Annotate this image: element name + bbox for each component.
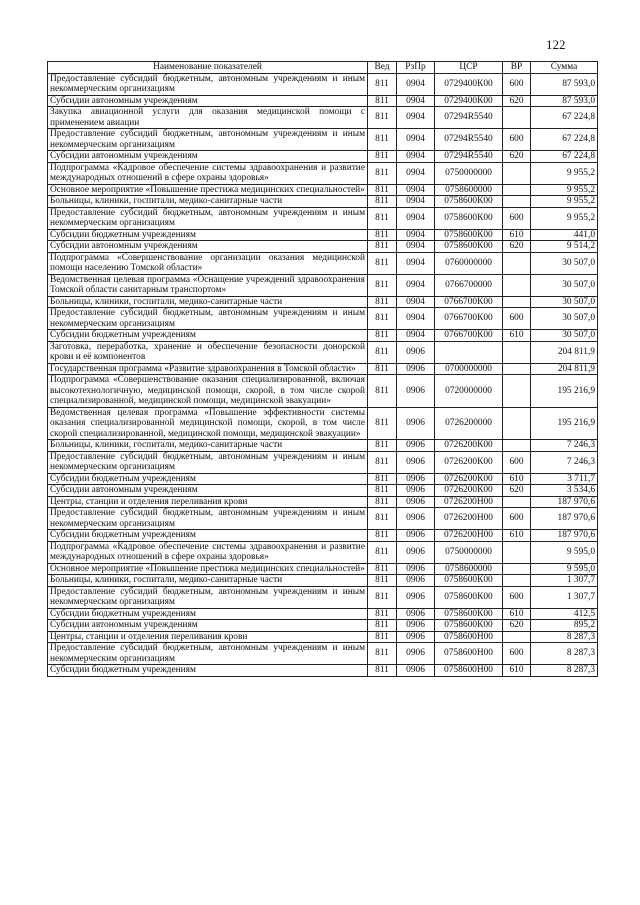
cell-ved: 811: [368, 485, 397, 497]
cell-ved: 811: [368, 330, 397, 342]
cell-vr: [503, 184, 531, 196]
table-row: [48, 586, 598, 608]
cell-ved: 811: [368, 451, 397, 473]
cell-sum: 204 811,9: [531, 341, 598, 363]
table-row: [48, 308, 598, 330]
cell-sum: 30 507,0: [531, 308, 598, 330]
cell-name: Основное мероприятие «Повышение престижа медицинских специальностей»: [48, 184, 368, 196]
cell-sum: 412,5: [531, 608, 598, 620]
header-sum: Сумма: [531, 62, 598, 74]
cell-name: Основное мероприятие «Повышение престижа медицинских специальностей»: [48, 563, 368, 575]
cell-sum: 87 593,0: [531, 95, 598, 107]
cell-ved: 811: [368, 620, 397, 632]
cell-sum: 87 593,0: [531, 73, 598, 95]
cell-sum: 3 711,7: [531, 473, 598, 485]
table-row: [48, 665, 598, 677]
cell-sum: 441,0: [531, 229, 598, 241]
cell-ved: 811: [368, 252, 397, 274]
cell-vr: [503, 196, 531, 208]
cell-sum: 9 955,2: [531, 196, 598, 208]
cell-vr: [503, 496, 531, 508]
cell-csr: 0700000000: [435, 363, 503, 375]
cell-csr: 0758600Н00: [435, 665, 503, 677]
cell-vr: 610: [503, 473, 531, 485]
table-row: [48, 252, 598, 274]
cell-csr: 0760000000: [435, 252, 503, 274]
cell-csr: 0758600К00: [435, 207, 503, 229]
cell-csr: 0726200К00: [435, 440, 503, 452]
cell-name: Подпрограмма «Кадровое обеспечение системы здравоохранения и развитие международных отношений в сфере охраны здоровья»: [48, 541, 368, 563]
cell-csr: [435, 341, 503, 363]
cell-sum: 9 955,2: [531, 162, 598, 184]
cell-name: Предоставление субсидий бюджетным, автономным учреждениям и иным некоммерческим организациям: [48, 129, 368, 151]
cell-sum: 7 246,3: [531, 440, 598, 452]
cell-sum: 195 216,9: [531, 407, 598, 440]
cell-csr: 0758600Н00: [435, 643, 503, 665]
cell-csr: 0758600К00: [435, 608, 503, 620]
cell-rzpr: 0904: [397, 274, 435, 296]
cell-rzpr: 0904: [397, 73, 435, 95]
cell-ved: 811: [368, 296, 397, 308]
header-csr: ЦСР: [435, 62, 503, 74]
cell-sum: 30 507,0: [531, 330, 598, 342]
cell-sum: 9 955,2: [531, 207, 598, 229]
cell-ved: 811: [368, 184, 397, 196]
cell-vr: 600: [503, 308, 531, 330]
cell-name: Субсидии автономным учреждениям: [48, 241, 368, 253]
table-row: [48, 207, 598, 229]
cell-csr: 07294R5540: [435, 151, 503, 163]
cell-rzpr: 0904: [397, 162, 435, 184]
cell-ved: 811: [368, 563, 397, 575]
cell-vr: [503, 541, 531, 563]
cell-name: Субсидии автономным учреждениям: [48, 485, 368, 497]
cell-rzpr: 0906: [397, 407, 435, 440]
cell-sum: 1 307,7: [531, 586, 598, 608]
cell-name: Больницы, клиники, госпитали, медико-санитарные части: [48, 575, 368, 587]
cell-rzpr: 0904: [397, 296, 435, 308]
cell-csr: 0766700К00: [435, 308, 503, 330]
cell-rzpr: 0906: [397, 631, 435, 643]
table-row: [48, 631, 598, 643]
cell-ved: 811: [368, 95, 397, 107]
table-row: [48, 508, 598, 530]
cell-csr: 0758600К00: [435, 586, 503, 608]
cell-name: Субсидии автономным учреждениям: [48, 151, 368, 163]
cell-ved: 811: [368, 274, 397, 296]
cell-name: Больницы, клиники, госпитали, медико-санитарные части: [48, 196, 368, 208]
cell-vr: [503, 252, 531, 274]
table-row: [48, 451, 598, 473]
cell-vr: 620: [503, 95, 531, 107]
header-name: Наименование показателей: [48, 62, 368, 74]
cell-name: Предоставление субсидий бюджетным, автономным учреждениям и иным некоммерческим организациям: [48, 308, 368, 330]
table-row: [48, 241, 598, 253]
cell-vr: 620: [503, 241, 531, 253]
table-row: [48, 541, 598, 563]
cell-name: Предоставление субсидий бюджетным, автономным учреждениям и иным некоммерческим организациям: [48, 207, 368, 229]
cell-name: Центры, станции и отделения переливания крови: [48, 631, 368, 643]
cell-rzpr: 0904: [397, 330, 435, 342]
cell-sum: 9 595,0: [531, 563, 598, 575]
cell-ved: 811: [368, 129, 397, 151]
cell-rzpr: 0906: [397, 496, 435, 508]
cell-name: Субсидии бюджетным учреждениям: [48, 330, 368, 342]
cell-sum: 8 287,3: [531, 665, 598, 677]
cell-rzpr: 0906: [397, 508, 435, 530]
cell-vr: [503, 631, 531, 643]
cell-name: Субсидии автономным учреждениям: [48, 95, 368, 107]
cell-csr: 0720000000: [435, 375, 503, 408]
cell-sum: 895,2: [531, 620, 598, 632]
cell-sum: 187 970,6: [531, 530, 598, 542]
cell-rzpr: 0906: [397, 563, 435, 575]
cell-vr: 600: [503, 73, 531, 95]
cell-rzpr: 0906: [397, 375, 435, 408]
cell-rzpr: 0904: [397, 252, 435, 274]
cell-name: Предоставление субсидий бюджетным, автономным учреждениям и иным некоммерческим организациям: [48, 643, 368, 665]
cell-csr: 07294R5540: [435, 129, 503, 151]
cell-name: Подпрограмма «Кадровое обеспечение системы здравоохранения и развитие международных отношений в сфере охраны здоровья»: [48, 162, 368, 184]
cell-ved: 811: [368, 473, 397, 485]
cell-ved: 811: [368, 541, 397, 563]
table-row: [48, 496, 598, 508]
cell-csr: 0758600К00: [435, 241, 503, 253]
cell-rzpr: 0904: [397, 308, 435, 330]
cell-csr: 0758600000: [435, 563, 503, 575]
cell-ved: 811: [368, 73, 397, 95]
cell-vr: [503, 407, 531, 440]
table-row: [48, 184, 598, 196]
table-row: [48, 407, 598, 440]
cell-vr: 600: [503, 129, 531, 151]
cell-rzpr: 0904: [397, 129, 435, 151]
cell-csr: 0758600К00: [435, 575, 503, 587]
cell-csr: 0726200К00: [435, 473, 503, 485]
table-body: [48, 73, 598, 676]
cell-ved: 811: [368, 643, 397, 665]
cell-sum: 9 514,2: [531, 241, 598, 253]
table-row: [48, 575, 598, 587]
cell-vr: 620: [503, 151, 531, 163]
cell-sum: 195 216,9: [531, 375, 598, 408]
table-row: [48, 296, 598, 308]
cell-sum: 30 507,0: [531, 252, 598, 274]
cell-ved: 811: [368, 241, 397, 253]
cell-name: Подпрограмма «Совершенствование организации оказания медицинской помощи населению Томской области»: [48, 252, 368, 274]
cell-ved: 811: [368, 530, 397, 542]
cell-sum: 30 507,0: [531, 274, 598, 296]
table-row: [48, 129, 598, 151]
cell-vr: [503, 341, 531, 363]
cell-sum: 9 595,0: [531, 541, 598, 563]
table-row: [48, 196, 598, 208]
cell-ved: 811: [368, 151, 397, 163]
cell-name: Субсидии бюджетным учреждениям: [48, 608, 368, 620]
cell-rzpr: 0906: [397, 643, 435, 665]
cell-sum: 67 224,8: [531, 151, 598, 163]
table-row: [48, 363, 598, 375]
cell-vr: 610: [503, 330, 531, 342]
cell-sum: 8 287,3: [531, 643, 598, 665]
cell-sum: 7 246,3: [531, 451, 598, 473]
cell-ved: 811: [368, 207, 397, 229]
table-row: [48, 73, 598, 95]
cell-csr: 0766700К00: [435, 296, 503, 308]
cell-sum: 187 970,6: [531, 508, 598, 530]
cell-rzpr: 0906: [397, 530, 435, 542]
cell-vr: [503, 375, 531, 408]
cell-name: Ведомственная целевая программа «Повышение эффективности системы оказания специализированной медицинской помощи, скорой, в том числе скорой специализированной, медицинской помощи, медицинской эвакуации»: [48, 407, 368, 440]
cell-vr: [503, 107, 531, 129]
cell-ved: 811: [368, 608, 397, 620]
cell-rzpr: 0906: [397, 608, 435, 620]
cell-ved: 811: [368, 308, 397, 330]
cell-sum: 187 970,6: [531, 496, 598, 508]
cell-name: Подпрограмма «Совершенствование оказания специализированной, включая высокотехнологичную, медицинской помощи, скорой, в том числе скорой специализированной, медицинской помощи, медицинской эвакуации»: [48, 375, 368, 408]
cell-ved: 811: [368, 341, 397, 363]
cell-name: Больницы, клиники, госпитали, медико-санитарные части: [48, 440, 368, 452]
cell-csr: 0726200К00: [435, 485, 503, 497]
cell-vr: 620: [503, 485, 531, 497]
cell-ved: 811: [368, 575, 397, 587]
table-row: [48, 563, 598, 575]
cell-rzpr: 0904: [397, 151, 435, 163]
cell-vr: 600: [503, 451, 531, 473]
table-row: [48, 229, 598, 241]
header-ved: Вед: [368, 62, 397, 74]
cell-vr: [503, 274, 531, 296]
cell-rzpr: 0906: [397, 440, 435, 452]
cell-sum: 30 507,0: [531, 296, 598, 308]
cell-name: Центры, станции и отделения переливания крови: [48, 496, 368, 508]
cell-rzpr: 0904: [397, 184, 435, 196]
cell-csr: 0726200Н00: [435, 496, 503, 508]
cell-vr: 620: [503, 620, 531, 632]
cell-sum: 204 811,9: [531, 363, 598, 375]
cell-vr: 610: [503, 608, 531, 620]
cell-vr: 610: [503, 229, 531, 241]
cell-name: Ведомственная целевая программа «Оснащение учреждений здравоохранения Томской области санитарным транспортом»: [48, 274, 368, 296]
cell-csr: 0758600Н00: [435, 631, 503, 643]
cell-vr: 610: [503, 530, 531, 542]
cell-rzpr: 0904: [397, 229, 435, 241]
cell-name: Заготовка, переработка, хранение и обеспечение безопасности донорской крови и её компонентов: [48, 341, 368, 363]
table-row: [48, 151, 598, 163]
cell-rzpr: 0906: [397, 575, 435, 587]
table-row: [48, 330, 598, 342]
cell-vr: [503, 575, 531, 587]
cell-vr: [503, 296, 531, 308]
cell-sum: 8 287,3: [531, 631, 598, 643]
cell-csr: 0758600К00: [435, 229, 503, 241]
cell-ved: 811: [368, 508, 397, 530]
cell-sum: 9 955,2: [531, 184, 598, 196]
table-row: [48, 162, 598, 184]
cell-name: Субсидии бюджетным учреждениям: [48, 530, 368, 542]
cell-rzpr: 0904: [397, 95, 435, 107]
cell-ved: 811: [368, 631, 397, 643]
table-row: [48, 530, 598, 542]
cell-rzpr: 0904: [397, 107, 435, 129]
cell-sum: 1 307,7: [531, 575, 598, 587]
table-row: [48, 95, 598, 107]
cell-ved: 811: [368, 496, 397, 508]
cell-csr: 0766700000: [435, 274, 503, 296]
cell-rzpr: 0906: [397, 586, 435, 608]
cell-vr: 600: [503, 586, 531, 608]
table-row: [48, 107, 598, 129]
cell-name: Больницы, клиники, госпитали, медико-санитарные части: [48, 296, 368, 308]
table-row: [48, 473, 598, 485]
cell-ved: 811: [368, 162, 397, 184]
cell-rzpr: 0906: [397, 473, 435, 485]
table-row: [48, 274, 598, 296]
cell-name: Государственная программа «Развитие здравоохранения в Томской области»: [48, 363, 368, 375]
cell-vr: 600: [503, 643, 531, 665]
cell-ved: 811: [368, 229, 397, 241]
cell-csr: 0758600К00: [435, 196, 503, 208]
cell-sum: 67 224,8: [531, 129, 598, 151]
cell-rzpr: 0904: [397, 207, 435, 229]
table-row: [48, 620, 598, 632]
cell-rzpr: 0904: [397, 241, 435, 253]
cell-name: Субсидии бюджетным учреждениям: [48, 229, 368, 241]
cell-ved: 811: [368, 407, 397, 440]
cell-rzpr: 0906: [397, 541, 435, 563]
cell-sum: 67 224,8: [531, 107, 598, 129]
cell-name: Предоставление субсидий бюджетным, автономным учреждениям и иным некоммерческим организациям: [48, 451, 368, 473]
cell-name: Предоставление субсидий бюджетным, автономным учреждениям и иным некоммерческим организациям: [48, 508, 368, 530]
cell-ved: 811: [368, 586, 397, 608]
cell-csr: 0726200Н00: [435, 508, 503, 530]
cell-name: Закупка авиационной услуги для оказания медицинской помощи с применением авиации: [48, 107, 368, 129]
cell-ved: 811: [368, 196, 397, 208]
table-row: [48, 485, 598, 497]
cell-ved: 811: [368, 375, 397, 408]
cell-csr: 0750000000: [435, 541, 503, 563]
cell-csr: 0729400К00: [435, 73, 503, 95]
cell-ved: 811: [368, 440, 397, 452]
cell-rzpr: 0906: [397, 485, 435, 497]
cell-csr: 0758600000: [435, 184, 503, 196]
cell-rzpr: 0906: [397, 451, 435, 473]
cell-name: Субсидии автономным учреждениям: [48, 620, 368, 632]
cell-rzpr: 0906: [397, 665, 435, 677]
cell-csr: 0726200Н00: [435, 530, 503, 542]
table-row: [48, 643, 598, 665]
cell-sum: 3 534,6: [531, 485, 598, 497]
cell-vr: 600: [503, 508, 531, 530]
cell-ved: 811: [368, 665, 397, 677]
cell-rzpr: 0906: [397, 620, 435, 632]
cell-vr: [503, 440, 531, 452]
cell-name: Предоставление субсидий бюджетным, автономным учреждениям и иным некоммерческим организациям: [48, 586, 368, 608]
cell-rzpr: 0904: [397, 196, 435, 208]
cell-name: Субсидии бюджетным учреждениям: [48, 665, 368, 677]
cell-csr: 0758600К00: [435, 620, 503, 632]
cell-ved: 811: [368, 107, 397, 129]
cell-rzpr: 0906: [397, 363, 435, 375]
header-rzpr: РзПр: [397, 62, 435, 74]
cell-vr: [503, 363, 531, 375]
cell-vr: [503, 563, 531, 575]
budget-table: [47, 61, 598, 677]
cell-rzpr: 0906: [397, 341, 435, 363]
header-vr: ВР: [503, 62, 531, 74]
table-row: [48, 375, 598, 408]
cell-csr: 0726200К00: [435, 451, 503, 473]
table-header-row: [48, 62, 598, 74]
cell-vr: 610: [503, 665, 531, 677]
cell-csr: 0726200000: [435, 407, 503, 440]
cell-csr: 0766700К00: [435, 330, 503, 342]
cell-csr: 0729400К00: [435, 95, 503, 107]
table-row: [48, 341, 598, 363]
cell-vr: [503, 162, 531, 184]
cell-ved: 811: [368, 363, 397, 375]
cell-csr: 0750000000: [435, 162, 503, 184]
cell-name: Субсидии бюджетным учреждениям: [48, 473, 368, 485]
cell-name: Предоставление субсидий бюджетным, автономным учреждениям и иным некоммерческим организациям: [48, 73, 368, 95]
page-number: 122: [546, 37, 566, 52]
cell-csr: 07294R5540: [435, 107, 503, 129]
table-row: [48, 608, 598, 620]
table-row: [48, 440, 598, 452]
cell-vr: 600: [503, 207, 531, 229]
